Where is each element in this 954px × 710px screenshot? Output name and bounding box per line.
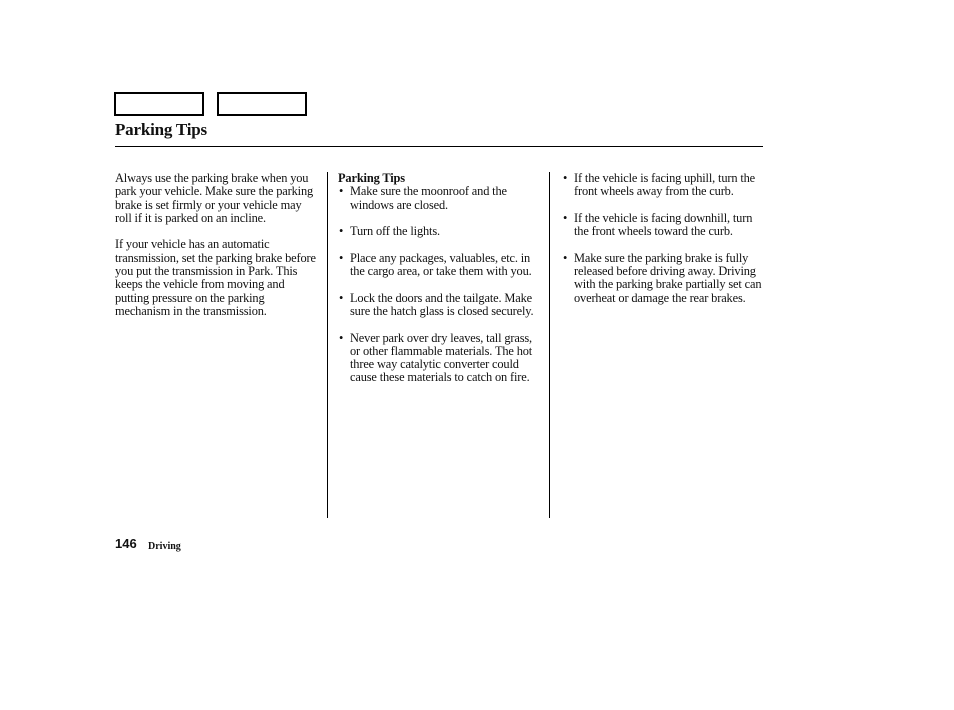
title-divider [115, 146, 763, 147]
list-item-text: If the vehicle is facing downhill, turn the front wheels toward the curb. [574, 210, 753, 239]
nav-button-previous[interactable] [114, 92, 204, 116]
paragraph: If your vehicle has an automatic transmission, set the parking brake before you put the transmission in Park. This keeps the vehicle from moving and putting pressure on the parking mechanism in the transmission. [115, 237, 316, 318]
list-item-text: Make sure the parking brake is fully released before driving away. Driving with the parking brake partially set can overheat or damage the rear brakes. [574, 250, 762, 305]
column-divider [549, 172, 550, 518]
list-item [338, 252, 544, 279]
bullet-icon: • [339, 330, 344, 345]
list-item-text: If the vehicle is facing uphill, turn the front wheels away from the curb. [574, 171, 756, 199]
column-right [562, 172, 767, 318]
bullet-icon: • [339, 250, 344, 265]
nav-button-next[interactable] [217, 92, 307, 116]
bullet-icon: • [339, 184, 344, 199]
bullet-icon: • [563, 250, 568, 265]
paragraph: Always use the parking brake when you park your vehicle. Make sure the parking brake is set firmly or your vehicle may roll if it is parked on an incline. [115, 171, 314, 225]
list-item [338, 332, 544, 385]
list-item [338, 225, 544, 238]
list-item [338, 185, 544, 212]
bullet-icon: • [339, 290, 344, 305]
column-middle [338, 172, 544, 398]
page-number: 146 [115, 536, 137, 551]
list-item-text: Turn off the lights. [350, 224, 440, 239]
list-item [562, 172, 767, 199]
list-item-text: Lock the doors and the tailgate. Make sure the hatch glass is closed securely. [350, 290, 534, 318]
bullet-icon: • [563, 171, 568, 185]
column-heading: Parking Tips [338, 171, 405, 185]
list-item-text: Place any packages, valuables, etc. in the cargo area, or take them with you. [350, 250, 532, 279]
bullet-icon: • [339, 224, 344, 239]
list-item [338, 292, 544, 319]
list-item [562, 252, 767, 305]
column-left [115, 172, 321, 332]
list-item-text: Never park over dry leaves, tall grass, or other flammable materials. The hot three way catalytic converter could cause these materials to catch on fire. [350, 330, 533, 385]
column-divider [327, 172, 328, 518]
list-item-text: Make sure the moonroof and the windows are closed. [350, 184, 507, 212]
page-title: Parking Tips [115, 120, 207, 139]
bullet-icon: • [563, 210, 568, 225]
list-item [562, 212, 767, 239]
footer-section-label: Driving [148, 541, 181, 552]
